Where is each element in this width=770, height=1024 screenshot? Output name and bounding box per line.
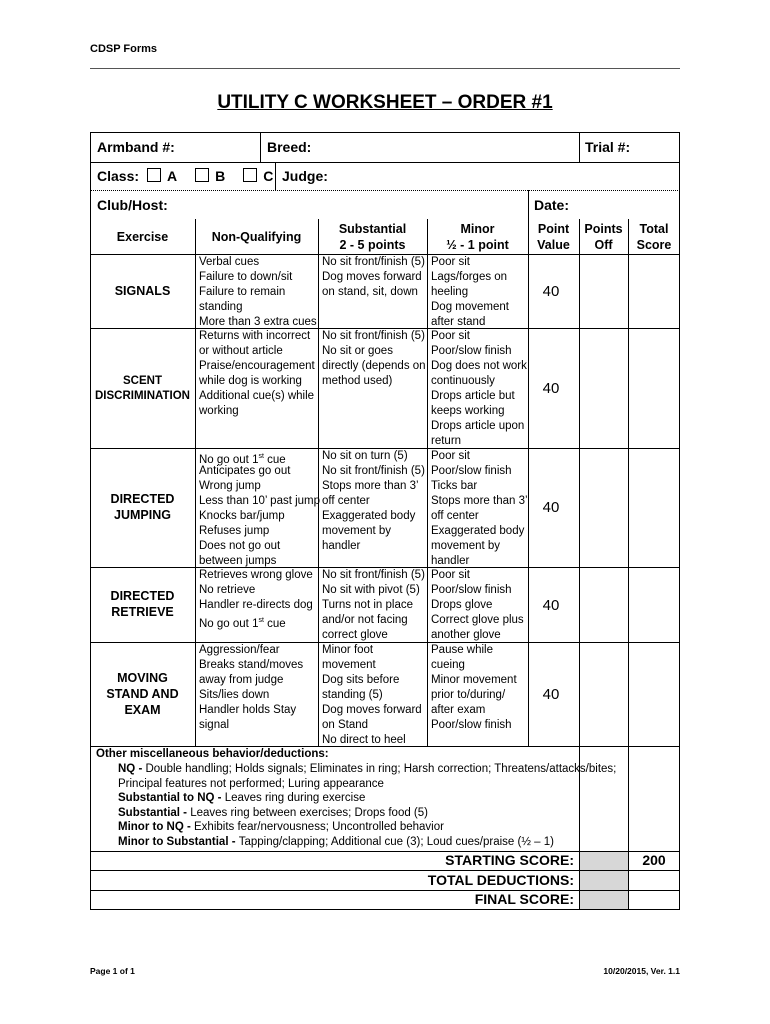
col-minor-line1: Minor bbox=[460, 222, 495, 236]
header-org: CDSP Forms bbox=[90, 43, 158, 55]
col-substantial bbox=[318, 221, 427, 253]
misc-substantial bbox=[118, 806, 428, 821]
jumping-nq: Anticipates go out Wrong jump Less than 10’ past jump Knocks bar/jump Refuses jump Does not go out between jumps bbox=[199, 465, 321, 567]
retrieve-substantial: No sit front/finish (5) No sit with pivot (5) Turns not in place and/or not facing correct glove bbox=[322, 569, 425, 641]
class-field bbox=[97, 168, 273, 184]
starting-score-shade bbox=[580, 852, 628, 870]
final-score-label: FINAL SCORE: bbox=[474, 891, 574, 907]
misc-sub-nq-label: Substantial to NQ - bbox=[118, 792, 225, 804]
misc-sub-text: Leaves ring between exercises; Drops food (5) bbox=[190, 807, 428, 819]
col-total-score-line2: Score bbox=[636, 238, 672, 252]
divider bbox=[260, 132, 261, 162]
misc-minor-sub-label: Minor to Substantial - bbox=[118, 836, 239, 848]
col-minor bbox=[427, 221, 528, 253]
misc-substantial-to-nq bbox=[118, 791, 365, 806]
jumping-substantial: No sit on turn (5) No sit front/finish (5) Stops more than 3’ off center Exaggerated body movement by handler bbox=[322, 450, 425, 552]
col-total-score-line1: Total bbox=[639, 222, 669, 236]
col-points-off-line1: Points bbox=[584, 222, 623, 236]
starting-score-value: 200 bbox=[642, 852, 666, 868]
header-rule bbox=[90, 68, 680, 69]
scent-point-value: 40 bbox=[542, 380, 560, 397]
stand-minor: Pause while cueing Minor movement prior to/during/ after exam Poor/slow finish bbox=[431, 644, 517, 731]
class-b-checkbox[interactable] bbox=[195, 168, 209, 182]
misc-minor-nq-label: Minor to NQ - bbox=[118, 821, 195, 833]
judge-label: Judge: bbox=[282, 168, 328, 184]
misc-sub-nq-text: Leaves ring during exercise bbox=[224, 792, 366, 804]
exercise-scent-discrimination: SCENT DISCRIMINATION bbox=[95, 375, 190, 402]
class-c-checkbox[interactable] bbox=[243, 168, 257, 182]
col-point-value bbox=[528, 221, 579, 253]
starting-score-label: STARTING SCORE: bbox=[445, 852, 574, 868]
club-label: Club/Host: bbox=[97, 197, 168, 213]
misc-nq-label: NQ - bbox=[118, 763, 146, 775]
divider bbox=[528, 190, 529, 219]
stand-nq: Aggression/fear Breaks stand/moves away from judge Sits/lies down Handler holds Stay signal bbox=[199, 644, 304, 731]
class-a-label: A bbox=[167, 168, 178, 184]
exercise-directed-retrieve: DIRECTED RETRIEVE bbox=[110, 589, 175, 619]
misc-minor-to-nq bbox=[118, 820, 444, 835]
final-score-shade bbox=[580, 891, 628, 909]
divider bbox=[628, 219, 629, 910]
trial-label: Trial #: bbox=[585, 139, 631, 155]
stand-substantial: Minor foot movement Dog sits before standing (5) Dog moves forward on Stand No direct to heel bbox=[322, 644, 422, 746]
divider bbox=[427, 219, 428, 746]
col-points-off-line2: Off bbox=[594, 238, 613, 252]
scent-nq: Returns with incorrect or without article Praise/encouragement while dog is working Additional cue(s) while working bbox=[199, 330, 315, 417]
exercise-moving-stand-exam: MOVING STAND AND EXAM bbox=[106, 671, 179, 717]
col-non-qualifying: Non-Qualifying bbox=[211, 230, 302, 244]
stand-point-value: 40 bbox=[542, 686, 560, 703]
col-points-off bbox=[579, 221, 628, 253]
class-b-label: B bbox=[215, 168, 226, 184]
jumping-nq-first-sup: st bbox=[258, 453, 264, 460]
date-label: Date: bbox=[534, 197, 570, 213]
col-exercise: Exercise bbox=[116, 230, 169, 244]
scent-substantial: No sit front/finish (5) No sit or goes directly (depends on method used) bbox=[322, 330, 426, 387]
misc-nq-cont: Principal features not performed; Luring appearance bbox=[118, 778, 384, 790]
col-substantial-line1: Substantial bbox=[338, 222, 407, 236]
jumping-point-value: 40 bbox=[542, 499, 560, 516]
retrieve-nq-last bbox=[199, 613, 286, 632]
signals-point-value: 40 bbox=[542, 283, 560, 300]
scent-minor: Poor sit Poor/slow finish Dog does not work continuously Drops article but keeps working Drops article upon return bbox=[431, 330, 527, 447]
footer-page: Page 1 of 1 bbox=[90, 966, 135, 976]
page-title: UTILITY C WORKSHEET – ORDER #1 bbox=[217, 92, 553, 113]
jumping-nq-first-text: No go out 1 bbox=[199, 453, 259, 466]
misc-sub-label: Substantial - bbox=[118, 807, 191, 819]
misc-nq-text1: Double handling; Holds signals; Eliminates in ring; Harsh correction; Threatens/attacks/bites; bbox=[145, 763, 617, 775]
col-point-value-line2: Value bbox=[537, 238, 570, 252]
misc-minor-nq-text: Exhibits fear/nervousness; Uncontrolled behavior bbox=[194, 821, 444, 833]
misc-heading: Other miscellaneous behavior/deductions: bbox=[96, 748, 329, 760]
divider bbox=[90, 162, 680, 163]
retrieve-point-value: 40 bbox=[542, 597, 560, 614]
divider bbox=[195, 219, 196, 746]
signals-substantial: No sit front/finish (5) Dog moves forward on stand, sit, down bbox=[322, 256, 425, 298]
armband-label: Armband #: bbox=[97, 139, 175, 155]
retrieve-minor: Poor sit Poor/slow finish Drops glove Correct glove plus another glove bbox=[431, 569, 524, 641]
col-point-value-line1: Point bbox=[537, 222, 570, 236]
class-c-label: C bbox=[263, 168, 274, 184]
misc-minor-to-substantial bbox=[118, 835, 554, 850]
exercise-directed-jumping: DIRECTED JUMPING bbox=[110, 492, 175, 522]
signals-minor: Poor sit Lags/forges on heeling Dog movement after stand bbox=[431, 256, 509, 328]
misc-minor-sub-text: Tapping/clapping; Additional cue (3); Loud cues/praise (½ – 1) bbox=[238, 836, 554, 848]
col-substantial-line2: 2 - 5 points bbox=[339, 238, 406, 252]
class-label: Class: bbox=[97, 168, 140, 184]
retrieve-nq-last-text: No go out 1 bbox=[199, 617, 259, 630]
divider bbox=[579, 219, 580, 910]
footer-version: 10/20/2015, Ver. 1.1 bbox=[603, 966, 680, 976]
signals-nq: Verbal cues Failure to down/sit Failure to remain standing More than 3 extra cues bbox=[199, 256, 317, 328]
jumping-minor: Poor sit Poor/slow finish Ticks bar Stops more than 3’ off center Exaggerated body movement by handler bbox=[431, 450, 528, 567]
misc-nq bbox=[118, 762, 616, 777]
divider bbox=[90, 190, 680, 191]
retrieve-nq-last-sup: st bbox=[258, 617, 264, 624]
col-total-score bbox=[628, 221, 680, 253]
total-deductions-label: TOTAL DEDUCTIONS: bbox=[427, 872, 574, 888]
divider bbox=[275, 162, 276, 190]
total-deductions-shade bbox=[580, 871, 628, 890]
divider bbox=[579, 132, 580, 162]
breed-label: Breed: bbox=[267, 139, 312, 155]
exercise-signals: SIGNALS bbox=[114, 284, 171, 298]
jumping-nq-first-tail: cue bbox=[263, 453, 286, 466]
retrieve-nq: Retrieves wrong glove No retrieve Handler re-directs dog bbox=[199, 569, 313, 611]
col-minor-line2: ½ - 1 point bbox=[446, 238, 509, 252]
class-a-checkbox[interactable] bbox=[147, 168, 161, 182]
retrieve-nq-last-tail: cue bbox=[263, 617, 286, 630]
